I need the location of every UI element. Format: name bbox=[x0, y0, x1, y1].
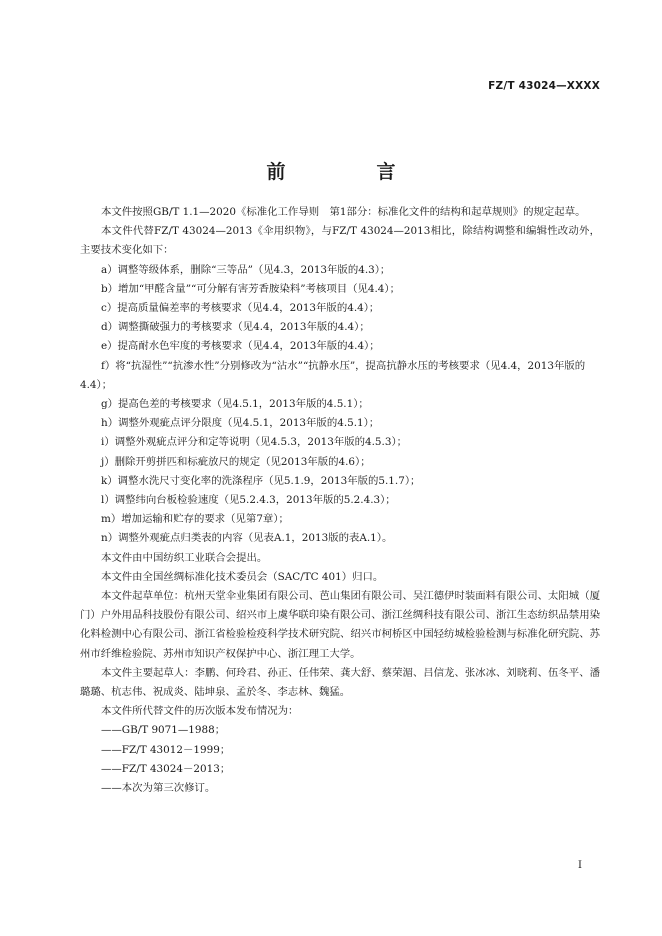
list-item: m）增加运输和贮存的要求（见第7章）； bbox=[101, 513, 289, 526]
paragraph-proposed-by: 本文件由中国纺织工业联合会提出。 bbox=[101, 551, 268, 564]
paragraph-drafting-units: 本文件起草单位：杭州天堂伞业集团有限公司、芭山集团有限公司、吴江德伊时装面料有限公司、太阳城（厦门）户外用品科技股份有限公司、绍兴市上虞华联印染有限公司、浙江丝绸科技有限公司、浙江生态纺织品禁用染化料检测中心有限公司、浙江省检验检疫科学技术研究院、绍兴市柯桥区中国轻纺城检验检测与标准化研究院、苏州市纤维检验院、苏州市知识产权保护中心、浙江理工大学。 bbox=[80, 590, 600, 660]
list-item: j）删除开剪拼匹和标疵放尺的规定（见2013年版的4.6）； bbox=[101, 455, 371, 468]
history-item: ——FZ/T 43024－2013； bbox=[101, 762, 231, 775]
list-item: b）增加“甲醛含量”“可分解有害芳香胺染料”考核项目（见4.4）； bbox=[101, 282, 400, 295]
list-item: e）提高耐水色牢度的考核要求（见4.4，2013年版的4.4）； bbox=[101, 340, 380, 353]
list-item: f）将“抗湿性”“抗渗水性”分别修改为“沾水”“抗静水压”，提高抗静水压的考核要求（见4.4，2013年版的4.4）； bbox=[80, 359, 586, 391]
list-item: i）调整外观疵点评分和定等说明（见4.5.3，2013年版的4.5.3）； bbox=[101, 436, 408, 449]
history-item: ——FZ/T 43012－1999； bbox=[101, 743, 231, 756]
paragraph-history: 本文件所代替文件的历次版本发布情况为： bbox=[101, 705, 299, 718]
list-item: l）调整纬向台板检验速度（见5.2.4.3，2013年版的5.2.4.3）； bbox=[101, 494, 396, 507]
list-item: n）调整外观疵点归类表的内容（见表A.1，2013版的表A.1）。 bbox=[101, 532, 393, 545]
list-item: g）提高色差的考核要求（见4.5.1，2013年版的4.5.1）； bbox=[101, 398, 369, 411]
page-title: 前 言 bbox=[266, 161, 432, 183]
page-number: I bbox=[578, 860, 582, 871]
history-item: ——本次为第三次修订。 bbox=[101, 782, 216, 795]
list-item: c）提高质量偏差率的考核要求（见4.4，2013年版的4.4）； bbox=[101, 302, 380, 315]
list-item: d）调整撕破强力的考核要求（见4.4，2013年版的4.4）； bbox=[101, 321, 370, 334]
paragraph-drafters: 本文件主要起草人：李鹏、何玲君、孙正、任伟荣、龚大舒、蔡荣湄、吕信龙、张冰冰、刘晓莉、伍冬平、潘璐璐、杭志伟、祝成炎、陆坤泉、孟於冬、李志林、魏猛。 bbox=[80, 666, 600, 699]
paragraph-drafting-rules: 本文件按照GB/T 1.1—2020《标准化工作导则 第1部分：标准化文件的结构和起草规则》的规定起草。 bbox=[101, 206, 586, 218]
paragraph-replacement: 本文件代替FZ/T 43024—2013《伞用织物》，与FZ/T 43024—2013相比，除结构调整和编辑性改动外，主要技术变化如下： bbox=[80, 225, 600, 257]
paragraph-centralized-by: 本文件由全国丝绸标准化技术委员会（SAC/TC 401）归口。 bbox=[101, 570, 384, 583]
list-item: a）调整等级体系，删除“三等品”（见4.3，2013年版的4.3）； bbox=[101, 263, 391, 276]
history-item: ——GB/T 9071—1988； bbox=[101, 724, 226, 737]
foreword-body bbox=[80, 203, 600, 798]
document-code: FZ/T 43024—XXXX bbox=[488, 80, 600, 92]
list-item: h）调整外观疵点评分限度（见4.5.1，2013年版的4.5.1）； bbox=[101, 417, 380, 430]
list-item: k）调整水洗尺寸变化率的洗涤程序（见5.1.9，2013年版的5.1.7）； bbox=[101, 474, 421, 487]
